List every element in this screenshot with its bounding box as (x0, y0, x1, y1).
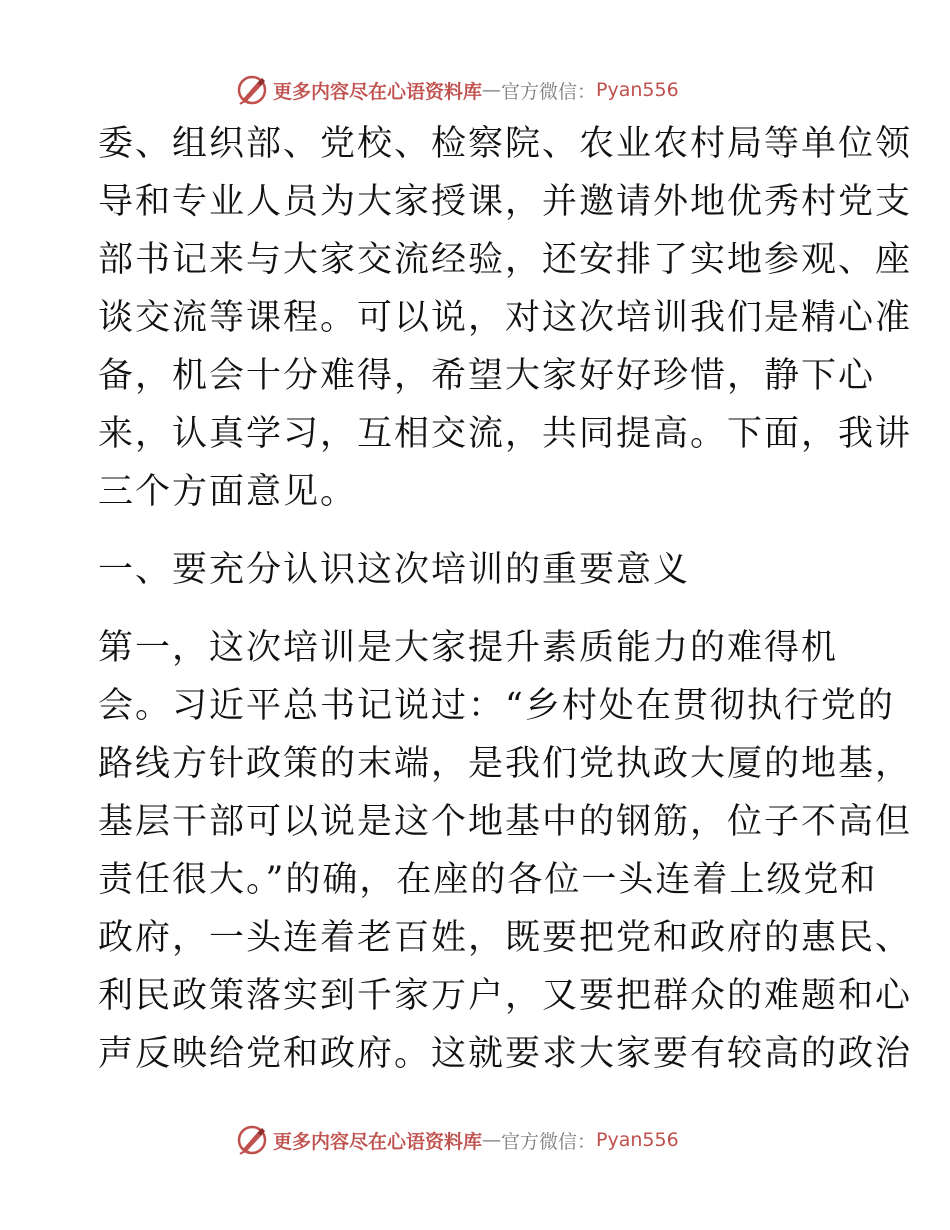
watermark-title: 更多内容尽在心语资料库 (273, 1130, 483, 1153)
watermark-contact-label: 官方微信： (501, 80, 597, 103)
text-line: 第一，这次培训是大家提升素质能力的难得机 (98, 628, 839, 668)
header-watermark (235, 72, 679, 108)
text-line: 路线方针政策的末端，是我们党执政大厦的地基， (98, 744, 913, 784)
pen-logo-icon (235, 1123, 269, 1157)
text-line: 会。习近平总书记说过：“乡村处在贯彻执行党的 (98, 686, 895, 726)
text-line: 利民政策落实到千家万户，又要把群众的难题和心 (98, 976, 913, 1016)
watermark-title: 更多内容尽在心语资料库 (273, 80, 483, 103)
text-line: 委、组织部、党校、检察院、农业农村局等单位领 (98, 124, 913, 164)
watermark-dash: — (482, 1129, 502, 1151)
text-line: 三个方面意见。 (98, 472, 358, 512)
watermark-contact-label: 官方微信： (501, 1130, 597, 1153)
pen-logo-icon (235, 73, 269, 107)
watermark-contact-id: Pyan556 (596, 79, 679, 101)
watermark-dash: — (482, 79, 502, 101)
text-line: 责任很大。”的确，在座的各位一头连着上级党和 (98, 860, 878, 900)
text-line: 导和专业人员为大家授课，并邀请外地优秀村党支 (98, 182, 913, 222)
text-line: 谈交流等课程。可以说，对这次培训我们是精心准 (98, 298, 913, 338)
text-line: 政府，一头连着老百姓，既要把党和政府的惠民、 (98, 918, 913, 958)
text-line: 声反映给党和政府。这就要求大家要有较高的政治 (98, 1034, 913, 1074)
text-line: 备，机会十分难得，希望大家好好珍惜，静下心 (98, 356, 876, 396)
text-line: 来，认真学习，互相交流，共同提高。下面，我讲 (98, 414, 913, 454)
text-line: 部书记来与大家交流经验，还安排了实地参观、座 (98, 240, 913, 280)
section-heading: 一、要充分认识这次培训的重要意义 (98, 550, 691, 590)
watermark-contact-id: Pyan556 (596, 1129, 679, 1151)
footer-watermark (235, 1122, 679, 1158)
text-line: 基层干部可以说是这个地基中的钢筋，位子不高但 (98, 802, 913, 842)
